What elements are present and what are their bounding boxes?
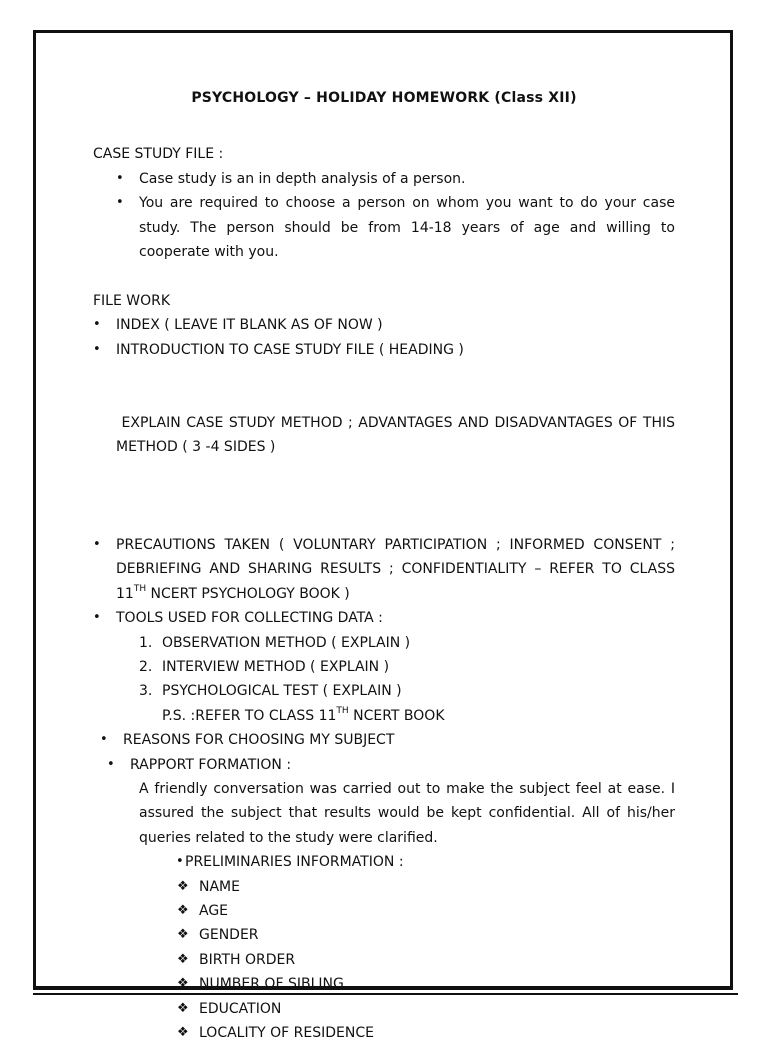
list-item (93, 875, 675, 899)
explain-text: EXPLAIN CASE STUDY METHOD ; ADVANTAGES AND DISADVANTAGES OF THIS METHOD ( 3 -4 SIDES ) (116, 414, 680, 456)
diamond-bullet-icon: ❖ (177, 951, 189, 967)
bullet-icon: • (116, 195, 124, 211)
index-item: INDEX ( LEAVE IT BLANK AS OF NOW ) (116, 317, 383, 334)
prelim-item: BIRTH ORDER (199, 951, 296, 968)
tool-text: PSYCHOLOGICAL TEST ( EXPLAIN ) (162, 683, 402, 700)
tool-text: INTERVIEW METHOD ( EXPLAIN ) (162, 658, 390, 675)
case-study-item-1: Case study is an in depth analysis of a person. (139, 170, 466, 187)
prelim-item: GENDER (199, 927, 259, 944)
list-item (93, 533, 675, 606)
bullet-icon: • (176, 854, 184, 870)
item-number: 1. (139, 634, 153, 651)
rapport-text: A friendly conversation was carried out to make the subject feel at ease. I assured the subject that results would be kept confidential. All of his/her queries related to the study were clarified. (139, 780, 675, 846)
bullet-icon: • (93, 341, 101, 357)
list-item (93, 606, 675, 630)
bullet-icon: • (93, 610, 101, 626)
rapport-paragraph (93, 777, 675, 850)
prelim-item: NUMBER OF SIBLING (199, 976, 344, 993)
ps-text (162, 704, 675, 728)
ps-text-end: NCERT BOOK (348, 707, 445, 724)
bullet-icon: • (100, 732, 108, 748)
list-item (93, 923, 675, 947)
explain-paragraph (93, 362, 680, 508)
tools-heading: TOOLS USED FOR COLLECTING DATA : (116, 610, 383, 627)
bullet-icon: • (107, 756, 115, 772)
numbered-item (93, 631, 675, 655)
precautions-text-end: NCERT PSYCHOLOGY BOOK ) (146, 585, 350, 602)
list-item (93, 1021, 675, 1045)
prelim-item: AGE (199, 902, 229, 919)
ps-text-start: P.S. :REFER TO CLASS 11 (162, 707, 337, 724)
numbered-item (93, 655, 675, 679)
item-number: 2. (139, 658, 153, 675)
prelim-item: LOCALITY OF RESIDENCE (199, 1025, 374, 1041)
page-title: PSYCHOLOGY – HOLIDAY HOMEWORK (Class XII) (191, 90, 577, 106)
diamond-bullet-icon: ❖ (177, 927, 189, 943)
precautions-item (116, 533, 675, 606)
document-body (93, 86, 680, 1045)
bullet-icon: • (93, 536, 101, 552)
diamond-bullet-icon: ❖ (177, 902, 189, 918)
prelim-list (93, 875, 675, 1045)
diamond-bullet-icon: ❖ (177, 1000, 189, 1016)
list-item (93, 972, 675, 996)
reasons-item: REASONS FOR CHOOSING MY SUBJECT (123, 732, 395, 749)
list-item (93, 997, 675, 1021)
file-work-heading: FILE WORK (93, 292, 171, 309)
superscript: TH (336, 706, 349, 717)
bullet-icon: • (93, 317, 101, 333)
case-study-item-2: You are required to choose a person on whom you want to do your case study. The person should be from 14-18 years of age and willing to cooperate with you. (139, 195, 675, 261)
prelim-heading: PRELIMINARIES INFORMATION : (185, 854, 404, 871)
numbered-item (93, 679, 675, 703)
list-item (93, 191, 675, 264)
rapport-heading: RAPPORT FORMATION : (130, 756, 292, 773)
diamond-bullet-icon: ❖ (177, 976, 189, 992)
diamond-bullet-icon: ❖ (177, 878, 189, 894)
precautions-text: PRECAUTIONS TAKEN ( VOLUNTARY PARTICIPATION ; INFORMED CONSENT ; DEBRIEFING AND SHARING RESULTS ; CONFIDENTIALITY – REFER TO CLASS 11 (116, 536, 675, 602)
list-item (93, 948, 675, 972)
diamond-bullet-icon: ❖ (177, 1025, 189, 1040)
prelim-item: EDUCATION (199, 1000, 282, 1017)
list-item (93, 728, 675, 752)
list-item (93, 338, 675, 362)
list-item (93, 167, 675, 191)
bullet-icon: • (116, 170, 124, 186)
tool-text: OBSERVATION METHOD ( EXPLAIN ) (162, 634, 411, 651)
case-study-heading: CASE STUDY FILE : (93, 146, 224, 163)
list-item (93, 850, 675, 874)
list-item (93, 753, 675, 777)
ps-note (93, 704, 675, 728)
introduction-item: INTRODUCTION TO CASE STUDY FILE ( HEADING ) (116, 341, 464, 358)
list-item (93, 899, 675, 923)
prelim-item: NAME (199, 878, 240, 895)
item-number: 3. (139, 683, 153, 700)
superscript: TH (133, 584, 147, 595)
list-item (93, 313, 675, 337)
